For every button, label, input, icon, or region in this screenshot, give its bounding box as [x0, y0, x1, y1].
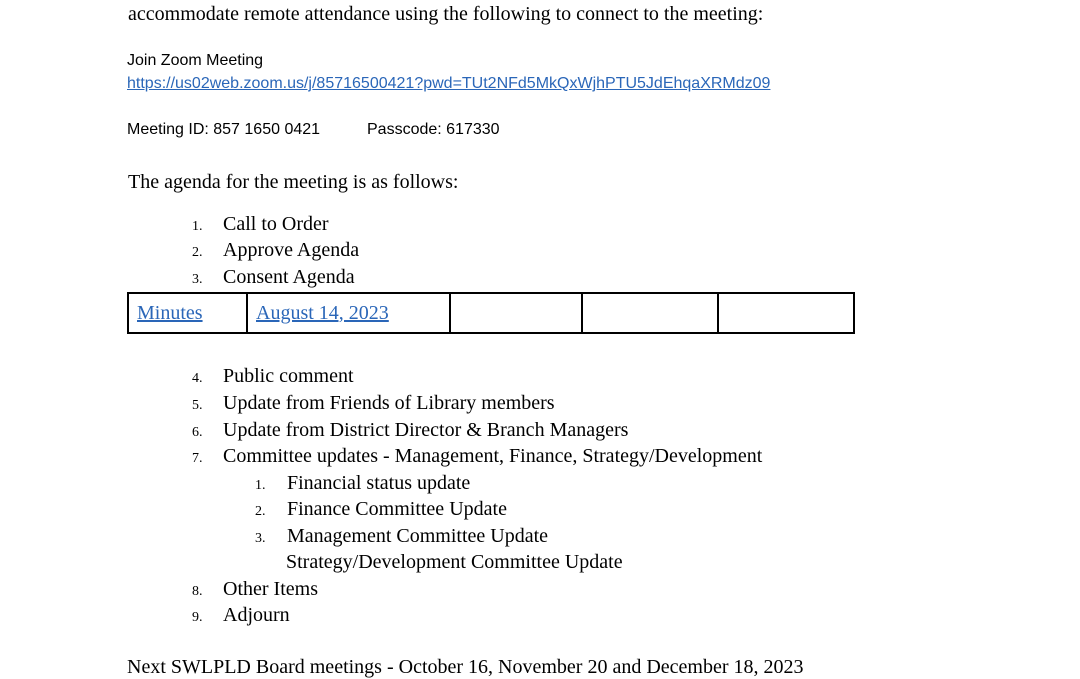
sub-item-number: 1.: [255, 478, 266, 493]
sub-item-number: 2.: [255, 504, 266, 519]
sub-agenda-item: [255, 498, 507, 521]
meeting-id: Meeting ID: 857 1650 0421: [127, 121, 321, 138]
zoom-heading: Join Zoom Meeting: [127, 52, 264, 69]
agenda-item-number: 9.: [192, 610, 203, 625]
agenda-item-number: 6.: [192, 425, 203, 440]
agenda-item-text: Update from District Director & Branch Managers: [223, 419, 629, 441]
agenda-item: [192, 239, 359, 262]
agenda-item: [192, 392, 555, 415]
agenda-item-number: 8.: [192, 584, 203, 599]
agenda-item-text: Adjourn: [223, 604, 290, 626]
agenda-item: [192, 266, 355, 289]
table-cell: [718, 293, 854, 333]
agenda-item: [192, 578, 318, 601]
table-cell: [582, 293, 718, 333]
passcode: Passcode: 617330: [367, 121, 500, 138]
agenda-item-text: Other Items: [223, 578, 318, 600]
agenda-item: [192, 365, 354, 388]
agenda-item-text: Approve Agenda: [223, 239, 360, 261]
sub-item-text: Financial status update: [287, 472, 471, 494]
table-cell: [450, 293, 582, 333]
agenda-item-text: Call to Order: [223, 213, 329, 235]
consent-agenda-table: [127, 292, 855, 334]
agenda-item-text: Update from Friends of Library members: [223, 392, 555, 414]
agenda-item-number: 2.: [192, 245, 203, 260]
agenda-item: [192, 419, 628, 442]
zoom-link[interactable]: https://us02web.zoom.us/j/85716500421?pwd=TUt2NFd5MkQxWjhPTU5JdEhqaXRMdz09: [127, 75, 771, 92]
table-cell: [247, 293, 450, 333]
table-cell: [128, 293, 247, 333]
agenda-item-number: 1.: [192, 219, 203, 234]
agenda-item-number: 4.: [192, 371, 203, 386]
agenda-item-text: Consent Agenda: [223, 266, 355, 288]
agenda-item: [192, 445, 762, 468]
next-meetings: Next SWLPLD Board meetings - October 16, November 20 and December 18, 2023: [127, 656, 804, 678]
sub-item-number: 3.: [255, 531, 266, 546]
agenda-item-text: Public comment: [223, 365, 354, 387]
agenda-item: [192, 604, 290, 627]
intro-line: accommodate remote attendance using the following to connect to the meeting:: [128, 3, 764, 25]
agenda-item-number: 5.: [192, 398, 203, 413]
agenda-item: [192, 213, 329, 236]
table-row: [128, 293, 854, 333]
agenda-item-number: 7.: [192, 451, 203, 466]
agenda-intro: The agenda for the meeting is as follows:: [128, 171, 459, 193]
minutes-link[interactable]: Minutes: [137, 301, 203, 324]
sub-item-text: Management Committee Update: [287, 525, 549, 547]
sub-item-text: Finance Committee Update: [287, 498, 507, 520]
sub-item-continuation: Strategy/Development Committee Update: [286, 551, 623, 573]
agenda-item-text: Committee updates - Management, Finance, Strategy/Development: [223, 445, 763, 467]
minutes-date-link[interactable]: August 14, 2023: [256, 301, 389, 324]
sub-agenda-item: [255, 525, 548, 548]
agenda-item-number: 3.: [192, 272, 203, 287]
sub-agenda-item: [255, 472, 470, 495]
